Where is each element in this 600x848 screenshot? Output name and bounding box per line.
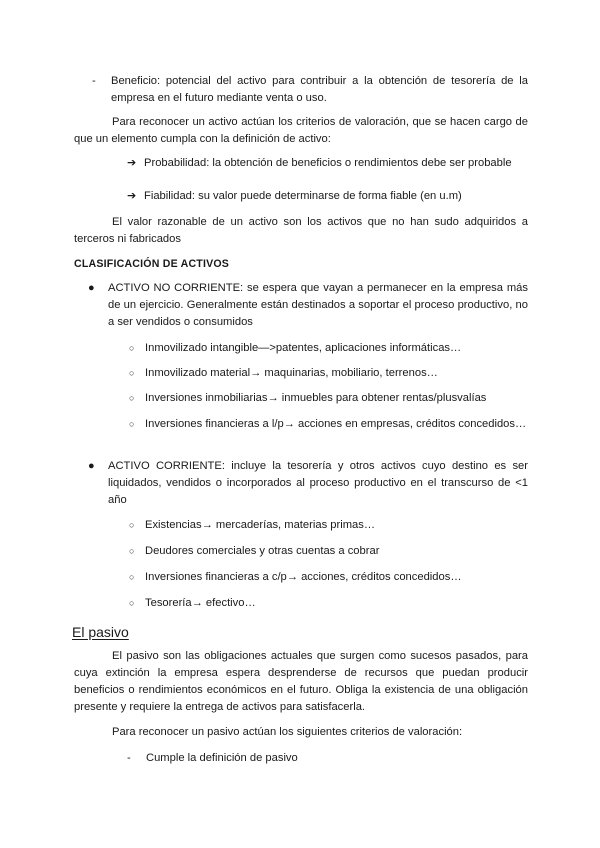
circle-bullet-icon: ○ — [129, 520, 135, 530]
list-item — [129, 365, 528, 382]
circle-bullet-icon: ○ — [129, 598, 135, 608]
circle-bullet-icon: ○ — [129, 572, 135, 582]
pasivo-recognition-paragraph: Para reconocer un pasivo actúan los siguientes criterios de valoración: — [112, 726, 463, 738]
bullet-icon: ● — [88, 282, 95, 294]
arrow-icon: ➔ — [127, 157, 137, 169]
dash-marker: - — [127, 752, 131, 764]
list-item — [129, 569, 528, 586]
pasivo-definition-paragraph: El pasivo son las obligaciones actuales que surgen como sucesos pasados, para cuya extinción la empresa espera desprenderse de recursos que puedan producir beneficios o rendimientos económicos en el futuro. Obliga la existencia de una obligación presente y requiere la entrega de activos para satisfacerla. — [74, 650, 528, 713]
activo-corriente-text: ACTIVO CORRIENTE: incluye la tesorería y otros activos cuyo destino es ser liquidados, vendidos o incorporados al proceso productivo en el transcurso de <1 año — [108, 460, 528, 506]
circle-bullet-icon: ○ — [129, 546, 135, 556]
pasivo-criterion-item — [127, 750, 528, 767]
list-item-text: Inversiones financieras a l/p→ acciones en empresas, créditos concedidos… — [145, 418, 527, 430]
criterion-fiabilidad — [127, 188, 528, 205]
activo-no-corriente-item — [88, 280, 528, 331]
criterion-probabilidad — [127, 155, 528, 172]
pasivo-criterion-text: Cumple la definición de pasivo — [146, 752, 298, 764]
list-item-text: Inversiones inmobiliarias→ inmuebles para obtener rentas/plusvalías — [145, 392, 487, 404]
section-title-pasivo: El pasivo — [72, 624, 129, 640]
circle-bullet-icon: ○ — [129, 343, 135, 353]
benefit-item — [92, 73, 528, 107]
arrow-icon: ➔ — [127, 190, 137, 202]
list-item — [129, 416, 528, 433]
list-item — [129, 543, 528, 560]
list-item-text: Deudores comerciales y otras cuentas a cobrar — [145, 545, 380, 557]
activo-no-corriente-text: ACTIVO NO CORRIENTE: se espera que vayan a permanecer en la empresa más de un ejercicio. Generalmente están destinados a soportar el proceso productivo, no a ser vendidos o consumidos — [108, 282, 528, 328]
circle-bullet-icon: ○ — [129, 368, 135, 378]
list-item-text: Inversiones financieras a c/p→ acciones, créditos concedidos… — [145, 571, 462, 583]
benefit-text: Beneficio: potencial del activo para contribuir a la obtención de tesorería de la empresa en el futuro mediante venta o uso. — [111, 75, 528, 104]
list-item — [129, 340, 528, 357]
classification-heading: CLASIFICACIÓN DE ACTIVOS — [74, 258, 230, 270]
criterion-text: Probabilidad: la obtención de beneficios o rendimientos debe ser probable — [144, 157, 512, 169]
list-item — [129, 595, 528, 612]
activo-corriente-item — [88, 458, 528, 509]
dash-marker: - — [92, 75, 96, 87]
bullet-icon: ● — [88, 460, 95, 472]
list-item-text: Inmovilizado material→ maquinarias, mobiliario, terrenos… — [145, 367, 438, 379]
circle-bullet-icon: ○ — [129, 419, 135, 429]
circle-bullet-icon: ○ — [129, 393, 135, 403]
list-item-text: Existencias→ mercaderías, materias primas… — [145, 519, 376, 531]
activo-recognition-paragraph: Para reconocer un activo actúan los criterios de valoración, que se hacen cargo de que un elemento cumpla con la definición de activo: — [74, 116, 528, 145]
list-item — [129, 390, 528, 407]
list-item-text: Tesorería→ efectivo… — [145, 597, 256, 609]
fair-value-paragraph: El valor razonable de un activo son los activos que no han sudo adquiridos a terceros ni fabricados — [74, 216, 528, 245]
list-item — [129, 517, 528, 534]
criterion-text: Fiabilidad: su valor puede determinarse de forma fiable (en u.m) — [144, 190, 462, 202]
list-item-text: Inmovilizado intangible—>patentes, aplicaciones informáticas… — [145, 342, 462, 354]
